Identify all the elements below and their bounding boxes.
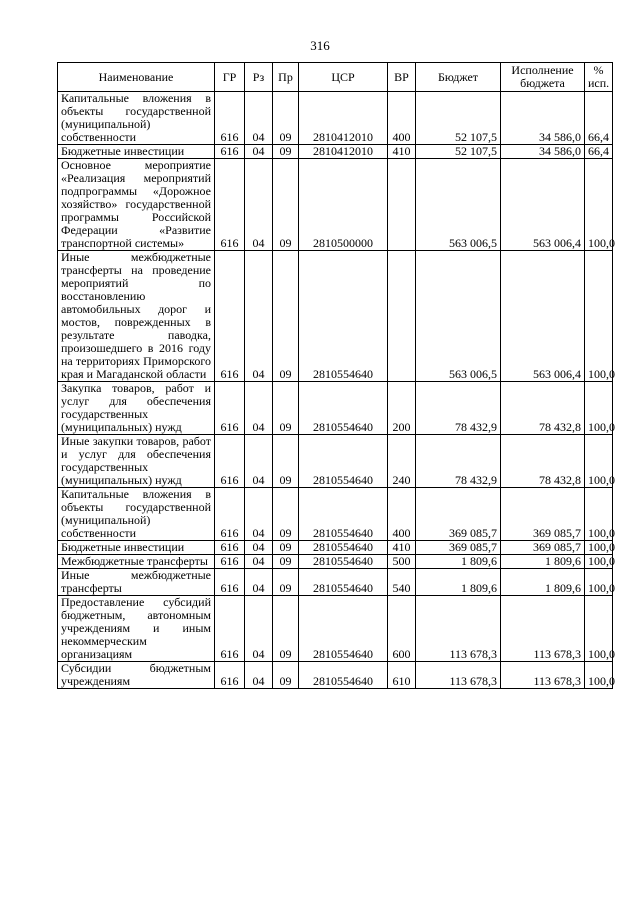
row-pr: 09 [273, 251, 299, 382]
row-execution: 34 586,0 [501, 145, 585, 159]
row-vr: 500 [388, 555, 416, 569]
row-vr: 240 [388, 435, 416, 488]
row-name [58, 569, 215, 596]
table-row [58, 541, 613, 555]
table-row [58, 488, 613, 541]
row-name-text: Бюджетные инвестиции [61, 144, 185, 158]
row-percent: 100,0 [585, 541, 613, 555]
row-percent: 100,0 [585, 159, 613, 251]
table-row [58, 596, 613, 662]
row-rz: 04 [245, 596, 273, 662]
row-rz: 04 [245, 92, 273, 145]
table-header-row [58, 63, 613, 92]
row-execution: 369 085,7 [501, 541, 585, 555]
row-gr: 616 [215, 251, 245, 382]
row-name-text: Субсидии бюджетным учреждениям [61, 661, 211, 688]
row-rz: 04 [245, 382, 273, 435]
header-gr: ГР [215, 63, 245, 92]
row-name-text: Капитальные вложения в объекты государственной (муниципальной) собственности [61, 487, 211, 540]
row-pr: 09 [273, 555, 299, 569]
row-vr: 400 [388, 92, 416, 145]
row-vr: 600 [388, 596, 416, 662]
row-budget: 369 085,7 [416, 541, 501, 555]
row-name-text: Основное мероприятие «Реализация мероприятий подпрограммы «Дорожное хозяйство» государственной программы Российской Федерации «Развитие транспортной системы» [61, 158, 211, 250]
row-execution: 113 678,3 [501, 662, 585, 689]
row-budget: 369 085,7 [416, 488, 501, 541]
row-pr: 09 [273, 541, 299, 555]
row-budget: 113 678,3 [416, 662, 501, 689]
row-vr [388, 159, 416, 251]
row-csr: 2810554640 [299, 488, 388, 541]
row-name [58, 145, 215, 159]
row-rz: 04 [245, 541, 273, 555]
table-row [58, 145, 613, 159]
row-percent: 66,4 [585, 145, 613, 159]
row-budget: 563 006,5 [416, 159, 501, 251]
header-pr: Пр [273, 63, 299, 92]
row-percent: 100,0 [585, 435, 613, 488]
table-row [58, 159, 613, 251]
row-name [58, 382, 215, 435]
header-vr: ВР [388, 63, 416, 92]
row-execution: 563 006,4 [501, 251, 585, 382]
row-budget: 1 809,6 [416, 555, 501, 569]
row-name-text: Иные межбюджетные трансферты [61, 568, 211, 595]
table-row [58, 662, 613, 689]
page-number: 316 [310, 38, 330, 53]
row-pr: 09 [273, 596, 299, 662]
table-row [58, 555, 613, 569]
header-csr: ЦСР [299, 63, 388, 92]
row-csr: 2810554640 [299, 251, 388, 382]
row-pr: 09 [273, 569, 299, 596]
row-csr: 2810500000 [299, 159, 388, 251]
row-execution: 78 432,8 [501, 382, 585, 435]
row-rz: 04 [245, 555, 273, 569]
row-gr: 616 [215, 662, 245, 689]
row-percent: 100,0 [585, 382, 613, 435]
row-pr: 09 [273, 92, 299, 145]
row-gr: 616 [215, 569, 245, 596]
row-csr: 2810554640 [299, 541, 388, 555]
row-name-text: Межбюджетные трансферты [61, 554, 208, 568]
row-budget: 113 678,3 [416, 596, 501, 662]
row-csr: 2810554640 [299, 382, 388, 435]
row-name-text: Капитальные вложения в объекты государственной (муниципальной) собственности [61, 91, 211, 144]
row-name [58, 541, 215, 555]
row-gr: 616 [215, 596, 245, 662]
row-percent: 100,0 [585, 555, 613, 569]
row-csr: 2810554640 [299, 555, 388, 569]
row-name [58, 662, 215, 689]
row-execution: 113 678,3 [501, 596, 585, 662]
row-execution: 563 006,4 [501, 159, 585, 251]
header-percent: % исп. [585, 63, 613, 92]
row-gr: 616 [215, 435, 245, 488]
row-csr: 2810554640 [299, 662, 388, 689]
row-pr: 09 [273, 382, 299, 435]
row-gr: 616 [215, 541, 245, 555]
row-vr: 610 [388, 662, 416, 689]
row-gr: 616 [215, 159, 245, 251]
row-rz: 04 [245, 569, 273, 596]
row-pr: 09 [273, 159, 299, 251]
row-name [58, 488, 215, 541]
header-name: Наименование [58, 63, 215, 92]
row-gr: 616 [215, 488, 245, 541]
row-rz: 04 [245, 662, 273, 689]
row-name [58, 596, 215, 662]
row-csr: 2810554640 [299, 596, 388, 662]
row-csr: 2810554640 [299, 435, 388, 488]
table-row [58, 382, 613, 435]
table-row [58, 92, 613, 145]
row-csr: 2810412010 [299, 92, 388, 145]
row-budget: 1 809,6 [416, 569, 501, 596]
row-rz: 04 [245, 145, 273, 159]
row-execution: 1 809,6 [501, 569, 585, 596]
row-percent: 100,0 [585, 251, 613, 382]
header-budget: Бюджет [416, 63, 501, 92]
row-vr: 410 [388, 145, 416, 159]
row-budget: 78 432,9 [416, 435, 501, 488]
row-name-text: Бюджетные инвестиции [61, 540, 185, 554]
row-budget: 52 107,5 [416, 145, 501, 159]
row-name [58, 251, 215, 382]
row-name [58, 435, 215, 488]
row-gr: 616 [215, 145, 245, 159]
row-csr: 2810412010 [299, 145, 388, 159]
table-row [58, 435, 613, 488]
row-name-text: Предоставление субсидий бюджетным, автономным учреждениям и иным некоммерческим организациям [61, 595, 211, 661]
row-percent: 100,0 [585, 596, 613, 662]
row-budget: 563 006,5 [416, 251, 501, 382]
row-name [58, 159, 215, 251]
row-budget: 78 432,9 [416, 382, 501, 435]
row-rz: 04 [245, 435, 273, 488]
row-pr: 09 [273, 145, 299, 159]
table-row [58, 251, 613, 382]
row-name-text: Иные межбюджетные трансферты на проведение мероприятий по восстановлению автомобильных дорог и мостов, поврежденных в результате паводка, произошедшего в 2016 году на территориях Приморского края и Магаданской области [61, 250, 211, 381]
row-vr: 540 [388, 569, 416, 596]
row-execution: 34 586,0 [501, 92, 585, 145]
budget-table [57, 62, 613, 689]
row-percent: 100,0 [585, 569, 613, 596]
row-rz: 04 [245, 488, 273, 541]
row-vr: 410 [388, 541, 416, 555]
header-rz: Рз [245, 63, 273, 92]
row-percent: 100,0 [585, 488, 613, 541]
row-name-text: Иные закупки товаров, работ и услуг для обеспечения государственных (муниципальных) нужд [61, 434, 211, 487]
row-budget: 52 107,5 [416, 92, 501, 145]
row-name [58, 92, 215, 145]
row-vr: 200 [388, 382, 416, 435]
row-percent: 66,4 [585, 92, 613, 145]
row-execution: 369 085,7 [501, 488, 585, 541]
row-csr: 2810554640 [299, 569, 388, 596]
row-rz: 04 [245, 159, 273, 251]
row-execution: 78 432,8 [501, 435, 585, 488]
row-gr: 616 [215, 92, 245, 145]
row-execution: 1 809,6 [501, 555, 585, 569]
table-row [58, 569, 613, 596]
header-execution: Исполнение бюджета [501, 63, 585, 92]
row-pr: 09 [273, 662, 299, 689]
row-pr: 09 [273, 435, 299, 488]
row-vr [388, 251, 416, 382]
row-name-text: Закупка товаров, работ и услуг для обеспечения государственных (муниципальных) нужд [61, 381, 211, 434]
row-pr: 09 [273, 488, 299, 541]
row-gr: 616 [215, 555, 245, 569]
row-gr: 616 [215, 382, 245, 435]
row-percent: 100,0 [585, 662, 613, 689]
row-vr: 400 [388, 488, 416, 541]
row-rz: 04 [245, 251, 273, 382]
row-name [58, 555, 215, 569]
